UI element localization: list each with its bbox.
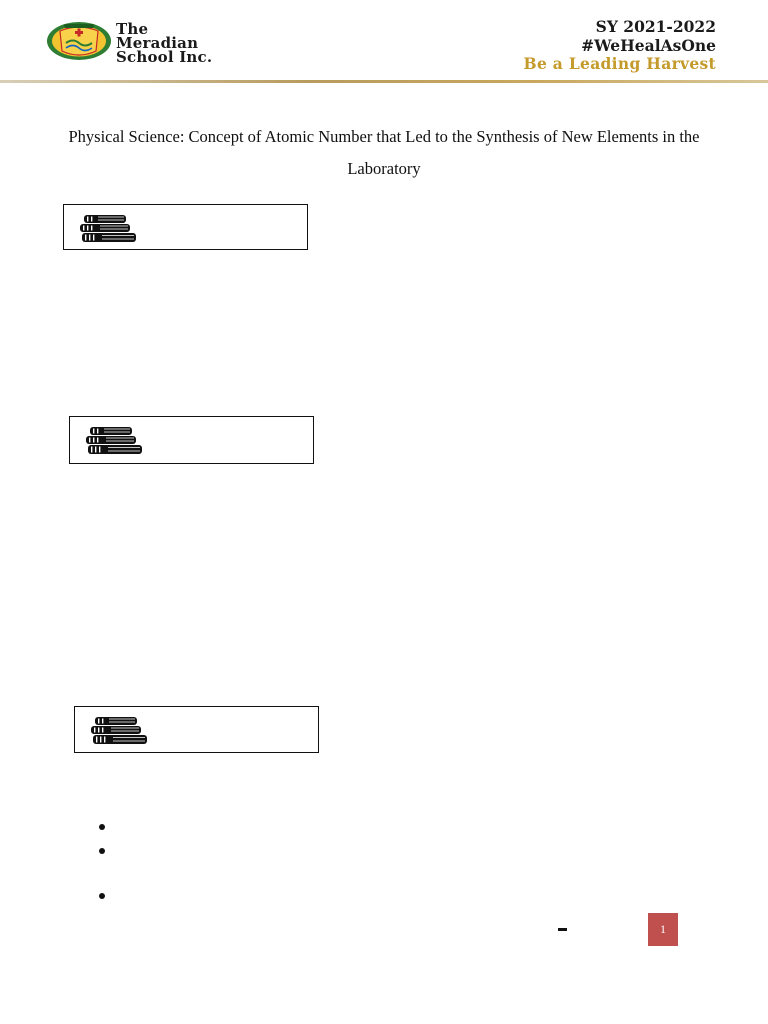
tagline: Be a Leading Harvest [523, 54, 716, 73]
list-bullet [99, 893, 105, 899]
school-year: SY 2021-2022 [595, 17, 716, 36]
header-right-block [524, 18, 716, 74]
school-name [116, 22, 212, 64]
hashtag: #WeHealAsOne [581, 35, 716, 55]
section-heading-box-2 [69, 416, 314, 464]
list-bullet [99, 848, 105, 854]
books-stack-icon [84, 423, 150, 459]
section-heading-box-1 [63, 204, 308, 250]
list-bullet [99, 824, 105, 830]
header-divider [0, 80, 768, 83]
books-stack-icon [78, 211, 144, 247]
books-stack-icon [89, 713, 155, 749]
document-title: Physical Science: Concept of Atomic Number that Led to the Synthesis of New Elements in the Laboratory [68, 127, 700, 178]
page-number-badge: 1 [648, 913, 678, 946]
page-header [0, 0, 768, 84]
school-seal-logo [46, 21, 112, 61]
school-name-line-3: School Inc. [116, 48, 213, 66]
section-heading-box-3 [74, 706, 319, 753]
school-name-line-2: Meradian [116, 34, 199, 52]
footer-dash [558, 928, 567, 931]
school-name-line-1: The [116, 20, 149, 38]
